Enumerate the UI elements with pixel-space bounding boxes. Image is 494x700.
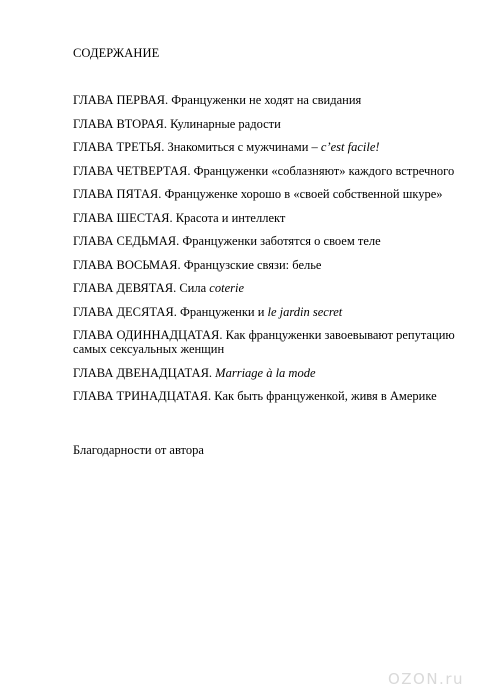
toc-item-chapter-11	[73, 328, 473, 356]
chapter-title: Француженки «соблазняют» каждого встречного	[193, 163, 455, 178]
chapter-title-italic: le jardin secret	[267, 304, 343, 319]
toc-item-chapter-3	[73, 140, 473, 154]
toc-list	[73, 93, 473, 413]
chapter-title-italic: Marriage à la mode	[215, 365, 316, 380]
toc-item-chapter-8	[73, 258, 473, 272]
chapter-label: ГЛАВА ПЯТАЯ.	[73, 187, 162, 201]
toc-item-chapter-7	[73, 234, 473, 248]
chapter-title: Кулинарные радости	[170, 116, 281, 131]
chapter-title: Знакомиться с мужчинами –	[167, 140, 321, 154]
chapter-label: ГЛАВА ТРЕТЬЯ.	[73, 140, 165, 154]
toc-item-chapter-2	[73, 117, 473, 131]
chapter-title: Француженки и	[179, 304, 268, 319]
toc-item-chapter-1	[73, 93, 473, 107]
chapter-label: ГЛАВА ПЕРВАЯ.	[73, 93, 169, 107]
toc-item-chapter-5	[73, 187, 473, 201]
chapter-title: Сила	[179, 281, 210, 295]
toc-item-chapter-9	[73, 281, 473, 295]
chapter-title: Француженке хорошо в «своей собственной шкуре»	[164, 187, 443, 201]
toc-item-chapter-13	[73, 389, 473, 403]
toc-title: СОДЕРЖАНИЕ	[73, 46, 160, 60]
chapter-label: ГЛАВА ЧЕТВЕРТАЯ.	[73, 163, 191, 178]
toc-item-chapter-6	[73, 211, 473, 225]
chapter-label: ГЛАВА ТРИНАДЦАТАЯ.	[73, 389, 212, 403]
chapter-label: ГЛАВА СЕДЬМАЯ.	[73, 234, 180, 248]
chapter-title: Красота и интеллект	[175, 210, 286, 225]
chapter-label: ГЛАВА ОДИННАДЦАТАЯ.	[73, 328, 223, 342]
chapter-title: Французские связи: белье	[183, 257, 322, 272]
acknowledgements: Благодарности от автора	[73, 443, 204, 457]
chapter-label: ГЛАВА ШЕСТАЯ.	[73, 210, 173, 225]
toc-item-chapter-4	[73, 164, 473, 178]
chapter-label: ГЛАВА ДВЕНАДЦАТАЯ.	[73, 365, 213, 380]
chapter-title: Француженки не ходят на свидания	[171, 93, 362, 107]
chapter-label: ГЛАВА ВОСЬМАЯ.	[73, 257, 181, 272]
chapter-title: Француженки заботятся о своем теле	[182, 234, 381, 248]
chapter-title-italic: c’est facile!	[320, 140, 380, 154]
watermark-logo: OZON.ru	[387, 670, 464, 688]
toc-item-chapter-10	[73, 305, 473, 319]
chapter-title-italic: coterie	[209, 281, 245, 295]
chapter-title: Как француженки завоевывают репутацию самых сексуальных женщин	[73, 328, 455, 356]
chapter-label: ГЛАВА ВТОРАЯ.	[73, 116, 168, 131]
chapter-label: ГЛАВА ДЕСЯТАЯ.	[73, 304, 177, 319]
toc-item-chapter-12	[73, 366, 473, 380]
chapter-label: ГЛАВА ДЕВЯТАЯ.	[73, 281, 177, 295]
chapter-title: Как быть француженкой, живя в Америке	[214, 389, 437, 403]
